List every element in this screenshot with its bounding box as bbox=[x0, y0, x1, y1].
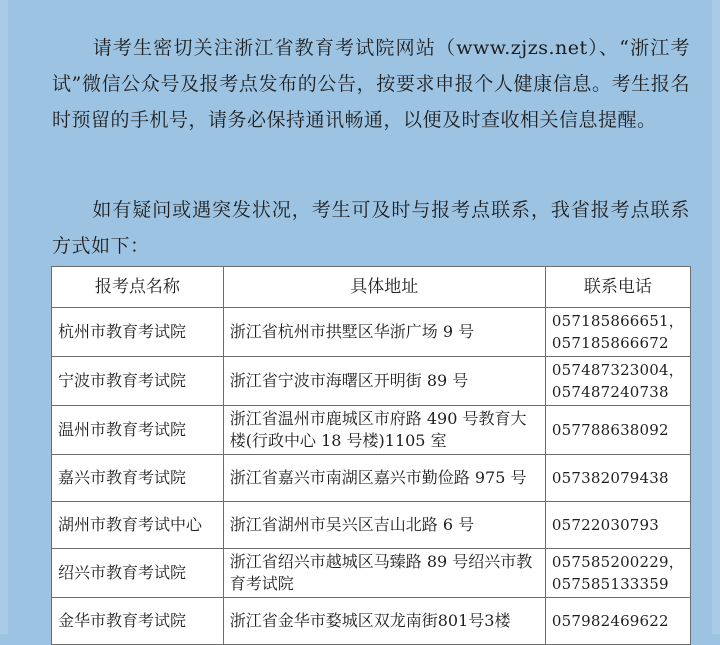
header-site-name: 报考点名称 bbox=[52, 267, 224, 308]
site-name-cell: 金华市教育考试院 bbox=[52, 598, 224, 645]
notice-paragraph-2 bbox=[52, 192, 690, 264]
site-name-cell: 嘉兴市教育考试院 bbox=[52, 455, 224, 502]
site-name-cell: 温州市教育考试院 bbox=[52, 406, 224, 455]
site-name-cell: 湖州市教育考试中心 bbox=[52, 502, 224, 549]
phone-number: 057185866651， bbox=[551, 312, 684, 330]
header-address: 具体地址 bbox=[223, 267, 545, 308]
table-row bbox=[52, 549, 691, 598]
notice-paragraph-2-text: 如有疑问或遇突发状况，考生可及时与报考点联系，我省报考点联系方式如下： bbox=[52, 199, 690, 257]
address-cell: 浙江省绍兴市越城区马臻路 89 号绍兴市教育考试院 bbox=[223, 549, 545, 598]
site-name-cell: 宁波市教育考试院 bbox=[52, 357, 224, 406]
site-name-cell: 绍兴市教育考试院 bbox=[52, 549, 224, 598]
notice-paragraph-1 bbox=[52, 30, 690, 138]
notice-paragraph-1-text: 请考生密切关注浙江省教育考试院网站（www.zjzs.net）、“浙江考试”微信公众号及报考点发布的公告，按要求申报个人健康信息。考生报名时预留的手机号，请务必保持通讯畅通，以便及时查收相关信息提醒。 bbox=[52, 37, 690, 131]
table-row bbox=[52, 598, 691, 645]
header-phone: 联系电话 bbox=[545, 267, 690, 308]
phone-number: 057585200229， bbox=[551, 553, 684, 571]
exam-site-contact-table bbox=[51, 266, 691, 645]
phone-cell bbox=[545, 406, 690, 455]
table-row bbox=[52, 308, 691, 357]
phone-cell bbox=[545, 598, 690, 645]
phone-number: 05722030793 bbox=[551, 516, 660, 534]
phone-cell bbox=[545, 357, 690, 406]
address-cell: 浙江省宁波市海曙区开明街 89 号 bbox=[223, 357, 545, 406]
phone-cell bbox=[545, 308, 690, 357]
phone-number: 057185866672 bbox=[551, 334, 669, 352]
phone-number: 057487323004， bbox=[551, 361, 684, 379]
phone-cell bbox=[545, 549, 690, 598]
address-cell: 浙江省湖州市吴兴区吉山北路 6 号 bbox=[223, 502, 545, 549]
phone-number: 057585133359 bbox=[551, 575, 669, 593]
table-row bbox=[52, 357, 691, 406]
table-header-row bbox=[52, 267, 691, 308]
site-name-cell: 杭州市教育考试院 bbox=[52, 308, 224, 357]
phone-number: 057788638092 bbox=[551, 421, 669, 439]
phone-number: 057382079438 bbox=[551, 469, 669, 487]
table-row bbox=[52, 406, 691, 455]
table-row bbox=[52, 502, 691, 549]
address-cell: 浙江省金华市婺城区双龙南街801号3楼 bbox=[223, 598, 545, 645]
table-row bbox=[52, 455, 691, 502]
phone-number: 057982469622 bbox=[551, 612, 669, 630]
phone-cell bbox=[545, 502, 690, 549]
address-cell: 浙江省温州市鹿城区市府路 490 号教育大楼(行政中心 18 号楼)1105 室 bbox=[223, 406, 545, 455]
address-cell: 浙江省杭州市拱墅区华浙广场 9 号 bbox=[223, 308, 545, 357]
address-cell: 浙江省嘉兴市南湖区嘉兴市勤俭路 975 号 bbox=[223, 455, 545, 502]
phone-number: 057487240738 bbox=[551, 383, 669, 401]
phone-cell bbox=[545, 455, 690, 502]
